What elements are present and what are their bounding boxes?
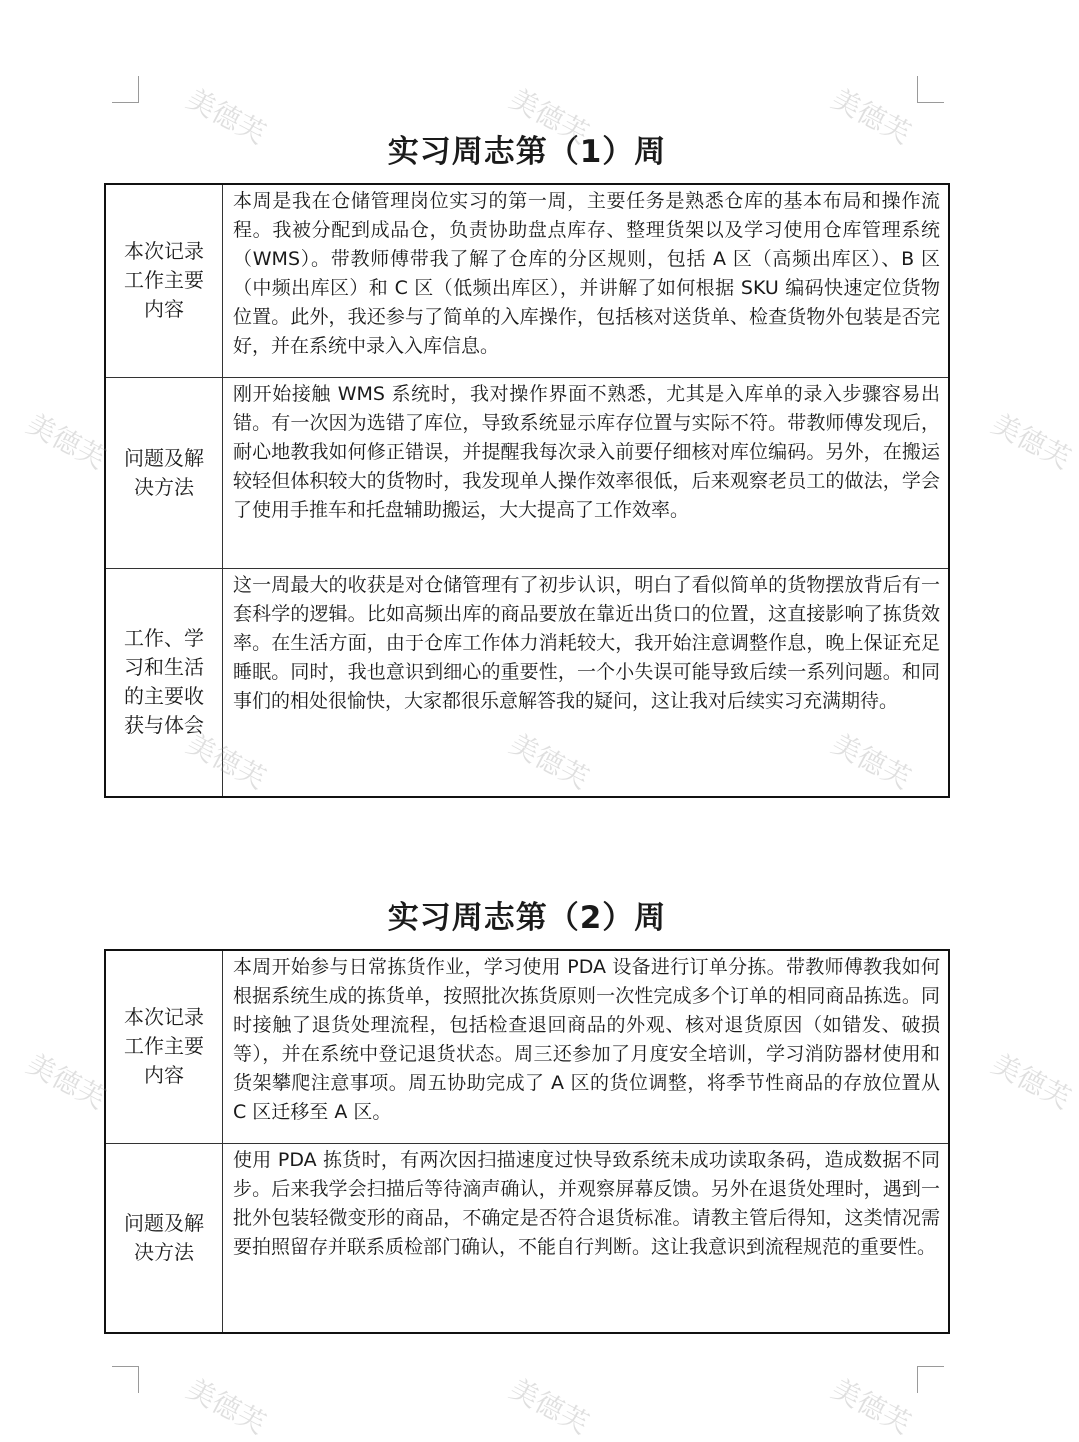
watermark: 美德芙 <box>826 1372 917 1441</box>
watermark: 美德芙 <box>21 407 112 476</box>
watermark: 美德芙 <box>986 407 1077 476</box>
row-content-work-content: 本周开始参与日常拣货作业，学习使用 PDA 设备进行订单分拣。带教师傅教我如何根据系统生成的拣货单，按照批次拣货原则一次性完成多个订单的相同商品拣选。同时接触了退货处理流程，包括检查退回商品的外观、核对退货原因（如错发、破损等），并在系统中登记退货状态。周三还参加了月度安全培训，学习消防器材使用和货架攀爬注意事项。周五协助完成了 A 区的货位调整，将季节性商品的存放位置从 C 区迁移至 A 区。 <box>223 950 950 1143</box>
watermark: 美德芙 <box>181 727 272 796</box>
crop-mark-top-left <box>112 76 139 103</box>
table-row <box>105 950 949 1143</box>
table-row <box>105 377 949 568</box>
week-2-title: 实习周志第（2）周 <box>387 900 667 936</box>
row-label-problems: 问题及解 决方法 <box>105 1143 223 1333</box>
watermark: 美德芙 <box>21 1047 112 1116</box>
watermark: 美德芙 <box>826 82 917 151</box>
row-content-gains: 这一周最大的收获是对仓储管理有了初步认识，明白了看似简单的货物摆放背后有一套科学的逻辑。比如高频出库的商品要放在靠近出货口的位置，这直接影响了拣货效率。在生活方面，由于仓库工作体力消耗较大，我开始注意调整作息，晚上保证充足睡眠。同时，我也意识到细心的重要性，一个小失误可能导致后续一系列问题。和同事们的相处很愉快，大家都很乐意解答我的疑问，这让我对后续实习充满期待。 <box>223 568 950 797</box>
crop-mark-top-right <box>917 76 944 103</box>
watermark: 美德芙 <box>181 82 272 151</box>
watermark: 美德芙 <box>826 727 917 796</box>
crop-mark-bottom-left <box>112 1366 139 1393</box>
table-row <box>105 184 949 377</box>
table-row <box>105 1143 949 1333</box>
watermark: 美德芙 <box>986 1047 1077 1116</box>
table-row <box>105 568 949 797</box>
week-2-table <box>104 949 950 1334</box>
watermark: 美德芙 <box>504 82 595 151</box>
row-label-work-content: 本次记录 工作主要 内容 <box>105 950 223 1143</box>
row-content-problems: 刚开始接触 WMS 系统时，我对操作界面不熟悉，尤其是入库单的录入步骤容易出错。有一次因为选错了库位，导致系统显示库存位置与实际不符。带教师傅发现后，耐心地教我如何修正错误，并提醒我每次录入前要仔细核对库位编码。另外，在搬运较轻但体积较大的货物时，我发现单人操作效率很低，后来观察老员工的做法，学会了使用手推车和托盘辅助搬运，大大提高了工作效率。 <box>223 377 950 568</box>
week-1-table <box>104 183 950 798</box>
row-label-work-content: 本次记录 工作主要 内容 <box>105 184 223 377</box>
watermark: 美德芙 <box>504 727 595 796</box>
row-content-problems: 使用 PDA 拣货时，有两次因扫描速度过快导致系统未成功读取条码，造成数据不同步。后来我学会扫描后等待滴声确认，并观察屏幕反馈。另外在退货处理时，遇到一批外包装轻微变形的商品，不确定是否符合退货标准。请教主管后得知，这类情况需要拍照留存并联系质检部门确认，不能自行判断。这让我意识到流程规范的重要性。 <box>223 1143 950 1333</box>
crop-mark-bottom-right <box>917 1366 944 1393</box>
watermark: 美德芙 <box>181 1372 272 1441</box>
row-content-work-content: 本周是我在仓储管理岗位实习的第一周，主要任务是熟悉仓库的基本布局和操作流程。我被分配到成品仓，负责协助盘点库存、整理货架以及学习使用仓库管理系统（WMS）。带教师傅带我了解了仓库的分区规则，包括 A 区（高频出库区）、B 区（中频出库区）和 C 区（低频出库区），并讲解了如何根据 SKU 编码快速定位货物位置。此外，我还参与了简单的入库操作，包括核对送货单、检查货物外包装是否完好，并在系统中录入入库信息。 <box>223 184 950 377</box>
row-label-gains: 工作、学 习和生活 的主要收 获与体会 <box>105 568 223 797</box>
week-1-title: 实习周志第（1）周 <box>387 134 667 170</box>
row-label-problems: 问题及解 决方法 <box>105 377 223 568</box>
watermark: 美德芙 <box>504 1372 595 1441</box>
